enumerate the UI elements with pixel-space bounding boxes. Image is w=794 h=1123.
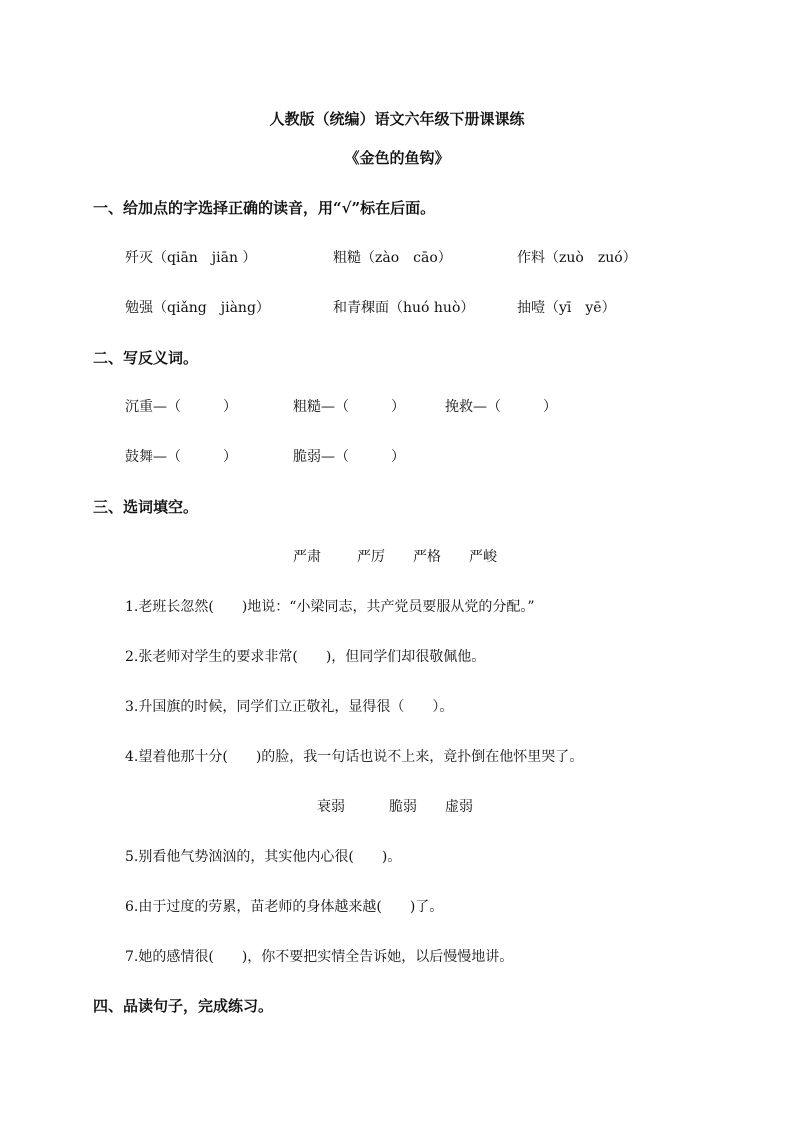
- pinyin-item: 粗糙（zào cāo）: [333, 250, 452, 266]
- page-subtitle: 《金色的鱼钩》: [344, 149, 450, 167]
- section-4-heading: 四、品读句子，完成练习。: [93, 997, 274, 1015]
- word-choice: 严肃: [293, 549, 321, 565]
- word-choice: 严厉: [357, 549, 385, 565]
- page-title: 人教版（统编）语文六年级下册课课练: [269, 110, 525, 128]
- word-choice: 严峻: [469, 549, 497, 565]
- fill-sentence: 4.望着他那十分( )的脸，我一句话也说不上来，竟扑倒在他怀里哭了。: [125, 749, 584, 765]
- word-choice: 虚弱: [445, 799, 473, 815]
- antonym-item: 沉重—（ ）: [125, 399, 237, 415]
- section-1-heading: 一、给加点的字选择正确的读音，用“√”标在后面。: [93, 199, 436, 217]
- word-choice: 脆弱: [389, 799, 417, 815]
- section-3-heading: 三、选词填空。: [93, 498, 199, 516]
- fill-sentence: 1.老班长忽然( )地说：“小梁同志，共产党员要服从党的分配。”: [125, 599, 535, 615]
- word-choice: 严格: [413, 549, 441, 565]
- pinyin-item: 歼灭（qiān jiān ）: [125, 250, 257, 266]
- fill-sentence: 3.升国旗的时候，同学们立正敬礼，显得很（ ）。: [125, 699, 454, 715]
- word-choice: 衰弱: [317, 799, 345, 815]
- fill-sentence: 7.她的感情很( )，你不要把实情全告诉她，以后慢慢地讲。: [125, 949, 514, 965]
- pinyin-item: 勉强（qiǎng jiàng）: [125, 300, 270, 316]
- antonym-item: 挽救—（ ）: [445, 399, 557, 415]
- antonym-item: 粗糙—（ ）: [293, 399, 405, 415]
- fill-sentence: 5.别看他气势汹汹的，其实他内心很( )。: [125, 849, 402, 865]
- pinyin-item: 抽噎（yī yē）: [517, 300, 616, 316]
- pinyin-item: 作料（zuò zuó）: [517, 250, 637, 266]
- antonym-item: 鼓舞—（ ）: [125, 449, 237, 465]
- section-2-heading: 二、写反义词。: [93, 349, 199, 367]
- fill-sentence: 6.由于过度的劳累，苗老师的身体越来越( )了。: [125, 899, 444, 915]
- fill-sentence: 2.张老师对学生的要求非常( )，但同学们却很敬佩他。: [125, 649, 486, 665]
- pinyin-item: 和青稞面（huó huò）: [333, 300, 475, 316]
- antonym-item: 脆弱—（ ）: [293, 449, 405, 465]
